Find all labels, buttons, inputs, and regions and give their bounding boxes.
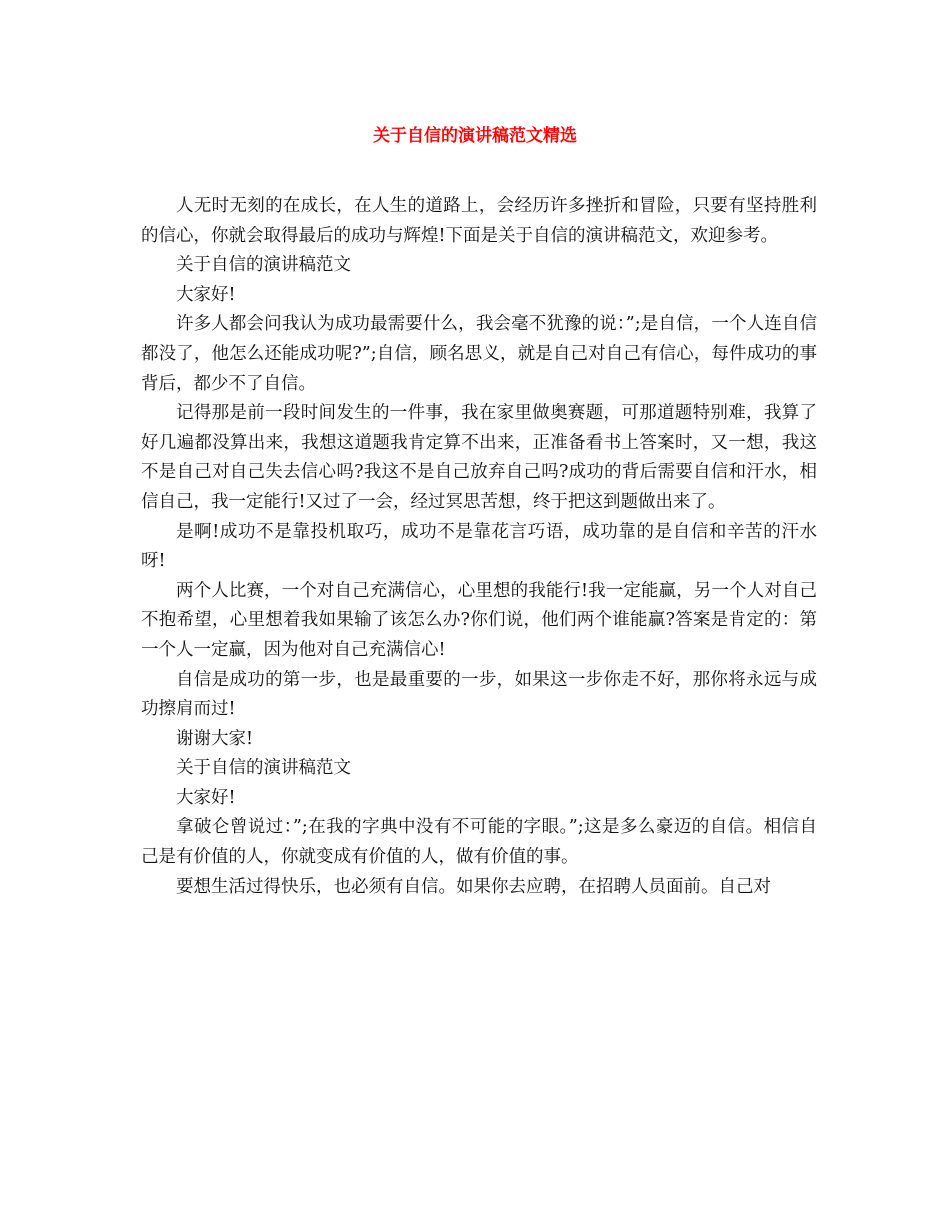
paragraph-greeting-2: 大家好! (176, 787, 236, 808)
paragraph-thanks: 谢谢大家! (176, 728, 254, 749)
paragraph: 许多人都会问我认为成功最需要什么，我会毫不犹豫的说：”;是自信，一个人连自信都没了，他怎么还能成功呢?”;自信，顾名思义，就是自己对自己有信心，每件成功的事背后，都少不了自信。 (141, 314, 817, 394)
paragraph: 要想生活过得快乐，也必须有自信。如果你去应聘，在招聘人员面前。自己对 (176, 876, 771, 897)
paragraph: 记得那是前一段时间发生的一件事，我在家里做奥赛题，可那道题特别难，我算了好几遍都没算出来，我想这道题我肯定算不出来，正准备看书上答案时，又一想，我这不是自己对自己失去信心吗?我这不是自己放弃自己吗?成功的背后需要自信和汗水，相信自己，我一定能行!又过了一会，经过冥思苦想，终于把这到题做出来了。 (141, 403, 817, 512)
paragraph: 两个人比赛，一个对自己充满信心，心里想的我能行!我一定能赢，另一个人对自己不抱希望，心里想着我如果输了该怎么办?你们说，他们两个谁能赢?答案是肯定的：第一个人一定赢，因为他对自己充满信心! (141, 580, 817, 660)
paragraph-subtitle-1: 关于自信的演讲稿范文 (176, 255, 351, 276)
paragraph-greeting-1: 大家好! (176, 284, 236, 305)
paragraph-subtitle-2: 关于自信的演讲稿范文 (176, 758, 351, 779)
paragraph: 是啊!成功不是靠投机取巧，成功不是靠花言巧语，成功靠的是自信和辛苦的汗水呀! (141, 521, 817, 572)
document-body (141, 192, 817, 902)
document-title: 关于自信的演讲稿范文精选 (373, 126, 577, 146)
paragraph-intro: 人无时无刻的在成长，在人生的道路上，会经历许多挫折和冒险，只要有坚持胜利的信心，你就会取得最后的成功与辉煌!下面是关于自信的演讲稿范文，欢迎参考。 (141, 196, 817, 246)
paragraph: 自信是成功的第一步，也是最重要的一步，如果这一步你走不好，那你将永远与成功擦肩而过! (141, 669, 817, 720)
paragraph: 拿破仑曾说过：”;在我的字典中没有不可能的字眼。”;这是多么豪迈的自信。相信自己是有价值的人，你就变成有价值的人，做有价值的事。 (141, 817, 817, 868)
